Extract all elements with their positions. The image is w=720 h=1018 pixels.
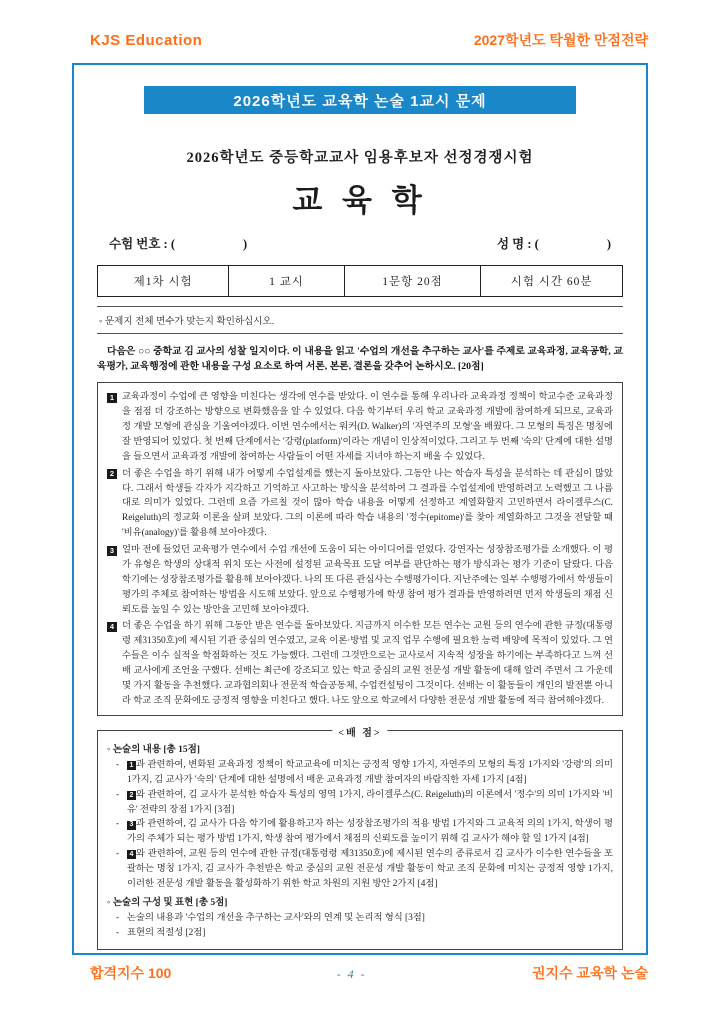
scoring-form-item-1 <box>109 911 613 926</box>
exam-banner <box>144 86 576 114</box>
dash-bullet: - <box>116 819 120 830</box>
journal-paragraph-4 <box>107 619 613 708</box>
page-check-notice: ◦ 문제지 전체 면수가 맞는지 확인하십시오. <box>97 306 623 334</box>
scoring-item-4 <box>109 847 613 892</box>
brand-logo-text: KJS Education <box>90 32 203 49</box>
scoring-content-heading: ◦ 논술의 내용 [총 15점] <box>107 744 200 755</box>
journal-box <box>97 382 623 715</box>
exam-info-table <box>97 265 623 297</box>
exam-banner-title: 2026학년도 교육학 논술 1교시 문제 <box>233 92 487 110</box>
paragraph-ref-badge: 4 <box>127 850 136 859</box>
scoring-item-text: 와 관련하여, 교원 등의 연수에 관한 규정(대통령령 제31350호)에 제시된 연수의 종류로서 김 교사가 이수한 연수들을 포괄하는 명칭 1가지, 김 교사가 추천받은 학교 중심의 교원 전문성 개발 활동이 학교 조직 문화에 미치는 긍정적 영향 1가지, 이러한 전문성 개발 활동을 활성화하기 위한 학교 차원의 지원 방안 2가지 [4점] <box>127 849 613 889</box>
paragraph-number-badge: 1 <box>107 393 117 403</box>
question-intro: 다음은 ○○ 중학교 김 교사의 성찰 일지이다. 이 내용을 읽고 '수업의 개선을 추구하는 교사'를 주제로 교육과정, 교육공학, 교육평가, 교육행정에 관한 내용을 구성 요소로 하여 서론, 본론, 결론을 갖추어 논하시오. [20점] <box>97 346 623 373</box>
scoring-item-2 <box>109 788 613 818</box>
journal-paragraph-3 <box>107 543 613 617</box>
paragraph-number-badge: 3 <box>107 546 117 556</box>
exam-subject-title: 교 육 학 <box>292 183 428 218</box>
dash-bullet: - <box>116 927 120 938</box>
paragraph-number-badge: 4 <box>107 622 117 632</box>
scoring-item-text: 와 관련하여, 김 교사가 분석한 학습자 특성의 영역 1가지, 라이겔루스(C. Reigeluth)의 이론에서 '정수'의 의미 1가지와 '비유' 전략의 장점 1가지 [3점] <box>127 789 613 815</box>
scoring-form-item-2 <box>109 926 613 941</box>
scoring-item-1 <box>109 758 613 788</box>
journal-paragraph-text: 교육과정이 수업에 큰 영향을 미친다는 생각에 연수를 받았다. 이 연수를 통해 우리나라 교육과정 정책이 학교수준 교육과정을 점점 더 강조하는 방향으로 변화했음을 알 수 있었다. 다음 학기부터 우리 학교 교육과정 개발에 참여하게 되므로, 교육과정 개발 모형에 관심을 기울여야겠다. 이번 연수에서는 워커(D. Walker)의 '자연주의 모형'을 배웠다. 그 모형의 특징은 명칭에 잘 반영되어 있었다. 첫 번째 단계에서는 '강령(platform)'이라는 개념이 인상적이었다. 그리고 두 번째 '숙의' 단계에 대한 설명을 들으면서 교육과정 개발에 참여하는 사람들이 어떤 자세를 지녀야 하는지 배울 수 있었다. <box>122 392 613 462</box>
scoring-item-text: 과 관련하여, 김 교사가 다음 학기에 활용하고자 하는 성장참조평가의 적용 방법 1가지와 그 교육적 의의 1가지, 학생이 평가의 주체가 되는 평가 방법 1가지, 학생 참여 평가에서 채점의 신뢰도를 높이기 위해 김 교사가 해야 할 일 1가지 [4점] <box>127 819 613 845</box>
exam-period-cell: 1 교시 <box>229 266 345 297</box>
candidate-name-label: 성 명 : ( <box>496 237 539 251</box>
scoring-item-text: 표현의 적절성 [2점] <box>127 927 206 938</box>
scoring-box-label: <배 점> <box>332 724 387 739</box>
journal-paragraph-2 <box>107 467 613 541</box>
page-footer <box>90 963 648 983</box>
exam-sheet-frame <box>72 63 648 955</box>
page-number: - 4 - <box>336 967 367 981</box>
dash-bullet: - <box>116 759 120 770</box>
header-slogan: 2027학년도 탁월한 만점전략 <box>473 32 648 48</box>
paragraph-ref-badge: 1 <box>127 761 136 770</box>
scoring-box <box>97 727 623 950</box>
dash-bullet: - <box>116 849 120 860</box>
candidate-name-field <box>497 234 611 252</box>
scoring-form-heading: ◦ 논술의 구성 및 표현 [총 5점] <box>107 897 228 908</box>
candidate-id-row <box>97 234 623 252</box>
journal-paragraph-text: 얼마 전에 들었던 교육평가 연수에서 수업 개선에 도움이 되는 아이디어를 얻었다. 강연자는 성장참조평가를 소개했다. 이 평가 유형은 학생의 상대적 위치 또는 사전에 설정된 교육목표 도달 여부를 판단하는 평가 방식과는 평가 기준이 달랐다. 다음 학기에는 성장참조평가를 활용해 보아야겠다. 나의 또 다른 관심사는 수행평가이다. 지난주에는 일부 수행평가에서 학생들이 평가의 주체로 참여하는 방법을 시도해 보았다. 앞으로 수행평가에 학생 참여 평가 결과를 반영하려면 먼저 학생들의 채점 신뢰도를 높일 수 있는 방안을 고민해 보아야겠다. <box>122 545 613 615</box>
footer-book-title: 권지수 교육학 논술 <box>532 965 648 981</box>
scoring-item-text: 논술의 내용과 '수업의 개선을 추구하는 교사'와의 연계 및 논리적 형식 [3점] <box>127 912 425 923</box>
exam-round-cell: 제1차 시험 <box>98 266 229 297</box>
scoring-content-section <box>107 743 613 892</box>
journal-paragraph-text: 더 좋은 수업을 하기 위해 내가 어떻게 수업설계를 했는지 돌아보았다. 그동안 나는 학습자 특성을 분석하는 데 관심이 많았다. 그래서 학생들 각자가 지각하고 기억하고 사고하는 방식을 분석하여 그 결과를 수업설계에 반영하려고 노력했고 그 나름대로 의미가 있었다. 그런데 요즘 가르칠 것이 많아 학습 내용을 어떻게 선정하고 계열화할지 고민하면서 라이겔루스(C. Reigeluth)의 정교화 이론을 살펴 보았다. 그의 이론에 따라 학습 내용의 '정수(epitome)'를 찾아 계열화하고 그것을 전달할 때 '비유(analogy)'를 활용해 보아야겠다. <box>122 468 613 539</box>
candidate-number-field <box>109 234 247 252</box>
dash-bullet: - <box>116 912 120 923</box>
dash-bullet: - <box>116 789 120 800</box>
paragraph-ref-badge: 3 <box>127 821 136 830</box>
paragraph-ref-badge: 2 <box>127 791 136 800</box>
journal-paragraph-1 <box>107 390 613 464</box>
scoring-item-3 <box>109 817 613 847</box>
table-row <box>98 266 623 297</box>
candidate-number-label: 수험 번호 : ( <box>109 237 176 251</box>
exam-points-cell: 1문항 20점 <box>344 266 481 297</box>
exam-subtitle: 2026학년도 중등학교교사 임용후보자 선정경쟁시험 <box>186 150 534 166</box>
candidate-number-close: ) <box>243 237 248 251</box>
scoring-form-section <box>107 896 613 941</box>
page-header <box>90 30 648 50</box>
exam-time-cell: 시험 시간 60분 <box>481 266 623 297</box>
footer-brand-slogan: 합격지수 100 <box>90 965 172 981</box>
candidate-name-close: ) <box>606 237 611 251</box>
paragraph-number-badge: 2 <box>107 469 117 479</box>
scoring-item-text: 과 관련하여, 변화된 교육과정 정책이 학교교육에 미치는 긍정적 영향 1가지, 자연주의 모형의 특징 1가지와 '강령'의 의미 1가지, 김 교사가 '숙의' 단계에 대한 설명에서 배운 교육과정 개발 참여자의 바람직한 자세 1가지 [4점] <box>127 759 613 785</box>
journal-paragraph-text: 더 좋은 수업을 하기 위해 그동안 받은 연수를 돌아보았다. 지금까지 이수한 모든 연수는 교원 등의 연수에 관한 규정(대통령령 제31350호)에 제시된 기관 중심의 연수였고, 교육 이론·방법 및 교직 업무 수행에 필요한 능력 배양에 목적이 있었다. 그 연수들은 이수 실적을 학점화하는 것도 가능했다. 그런데 그것만으로는 교사로서 지속적 성장을 하기에는 부족하다고 느껴 선배 교사에게 조언을 구했다. 선배는 최근에 강조되고 있는 학교 중심의 교원 전문성 개발 활동에 대해 알려 주면서 그 가운데 몇 가지 활동을 추천했다. 교과협의회나 전문적 학습공동체, 수업컨설팅이 그것이다. 선배는 이 활동들이 개인의 발전뿐 아니라 학교 조직 문화에도 긍정적 영향을 미친다고 했다. 나도 앞으로 학교에서 다양한 전문성 개발 활동에 적극 참여해야겠다. <box>122 621 613 706</box>
